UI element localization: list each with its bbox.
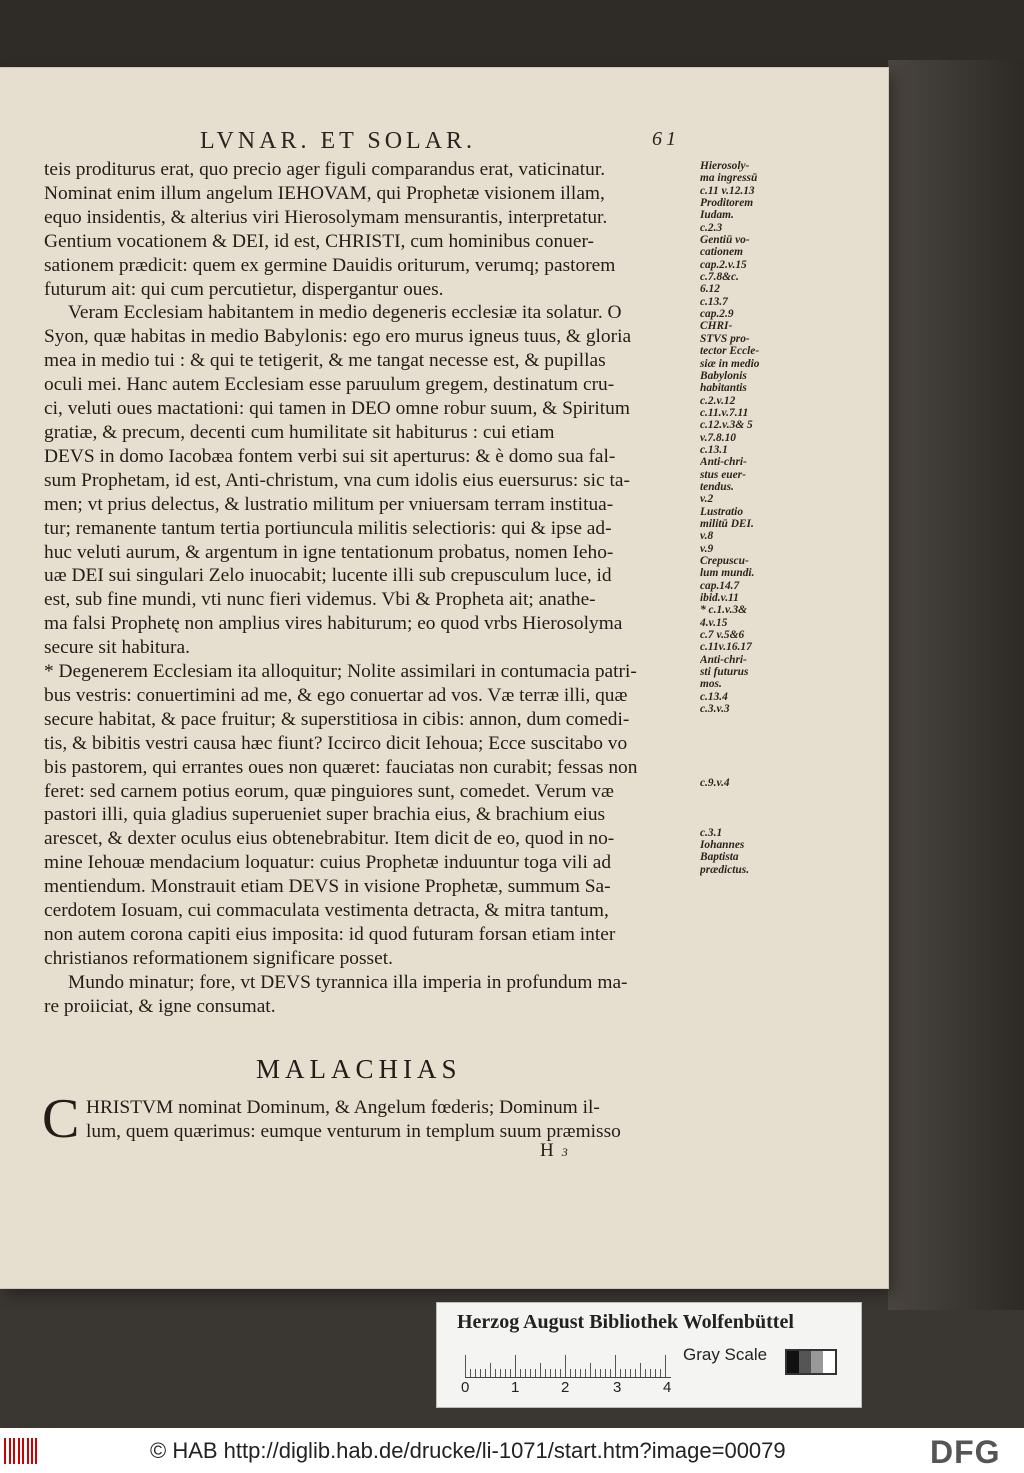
margin-note: cap.2.v.15 <box>700 258 747 271</box>
margin-note: c.11 v.12.13 <box>700 184 755 197</box>
margin-note: habitantis <box>700 382 747 395</box>
signature-number: 3 <box>561 1145 568 1159</box>
ruler-tick <box>535 1369 536 1377</box>
library-color-label <box>436 1302 862 1408</box>
ruler-tick <box>475 1369 476 1377</box>
margin-note: stus euer- <box>700 468 746 481</box>
text-line: Gentium vocationem & DEI, id est, CHRISTI, cum hominibus conuer- <box>44 230 595 252</box>
margin-note: c.13.4 <box>700 690 728 703</box>
margin-note: lum mundi. <box>700 567 755 580</box>
hab-logo-icon <box>4 1438 38 1464</box>
ruler-tick <box>470 1369 471 1377</box>
margin-note: v.8 <box>700 530 714 543</box>
margin-note: * c.1.v.3& <box>700 604 748 617</box>
text-line: feret: sed carnem potius eorum, quæ pinguiores sunt, comedet. Verum væ <box>44 780 614 802</box>
ruler-tick <box>585 1369 586 1377</box>
margin-note: c.7 v.5&6 <box>700 629 745 642</box>
malachias-text <box>42 1088 700 1150</box>
text-line: secure habitat, & pace fruitur; & superstitiosa in cibis: annon, dum comedi- <box>44 708 630 730</box>
copyright-url[interactable]: © HAB http://diglib.hab.de/drucke/li-1071/start.htm?image=00079 <box>150 1438 786 1463</box>
margin-note: tendus. <box>700 480 734 493</box>
text-line: lum, quem quærimus: eumque venturum in templum suum præmisso <box>86 1121 621 1142</box>
ruler-tick <box>560 1369 561 1377</box>
logo-bar <box>27 1438 29 1464</box>
text-line: secure sit habitura. <box>44 637 190 659</box>
ruler-tick <box>545 1369 546 1377</box>
page-edge-shadow <box>888 60 1024 1310</box>
text-line: Mundo minatur; fore, vt DEVS tyrannica illa imperia in profundum ma- <box>68 971 628 993</box>
ruler-tick <box>465 1355 466 1377</box>
logo-bar <box>22 1438 24 1464</box>
margin-note <box>700 728 790 740</box>
logo-bar <box>13 1438 15 1464</box>
text-line: mine Iehouæ mendacium loquatur: cuius Prophetæ induuntur toga vili ad <box>44 852 612 874</box>
margin-note: prædictus. <box>700 863 750 876</box>
margin-note: Anti-chri- <box>700 653 747 666</box>
text-line: arescet, & dexter oculus eius obtenebrabitur. Item dicit de eo, quod in no- <box>44 828 615 850</box>
margin-note: v.9 <box>700 542 714 555</box>
margin-note <box>700 790 790 802</box>
ruler-tick <box>550 1369 551 1377</box>
margin-note: v.2 <box>700 493 714 506</box>
ruler-tick <box>610 1369 611 1377</box>
text-line: DEVS in domo Iacobæa fontem verbi sui sit aperturus: & è domo sua fal- <box>44 445 616 467</box>
margin-note: Baptista <box>700 851 739 864</box>
ruler-tick <box>515 1355 516 1377</box>
text-line: est, sub fine mundi, vti nunc fieri videmus. Vbi & Propheta ait; anathe- <box>44 589 596 611</box>
text-line: mea in medio tui : & qui te tetigerit, & me tangat necesse est, & pupillas <box>44 350 606 372</box>
ruler-tick <box>565 1355 566 1377</box>
text-line: christianos reformationem significare posset. <box>44 947 393 969</box>
margin-note: mos. <box>700 678 722 691</box>
section-heading: MALACHIAS <box>256 1054 462 1084</box>
text-line: Nominat enim illum angelum IEHOVAM, qui Prophetæ visionem illam, <box>44 182 605 204</box>
margin-note: siæ in medio <box>700 357 760 370</box>
margin-note: c.11.v.7.11 <box>700 406 749 419</box>
ruler-tick <box>530 1369 531 1377</box>
margin-note: c.3.1 <box>700 826 723 839</box>
ruler-tick <box>480 1369 481 1377</box>
text-line: ci, veluti oues mactationi: qui tamen in DEO omne robur suum, & Spiritum <box>44 398 630 420</box>
ruler-tick <box>650 1369 651 1377</box>
margin-note: 4.v.15 <box>700 616 728 629</box>
ruler-tick <box>630 1369 631 1377</box>
text-line: bus vestris: conuertimini ad me, & ego conuertar ad vos. Væ terræ illi, quæ <box>44 684 628 706</box>
ruler-tick <box>570 1369 571 1377</box>
text-line: men; vt prius delectus, & lustratio militum per vniuersam terram instituа- <box>44 493 614 515</box>
margin-note <box>700 802 790 814</box>
ruler-number: 4 <box>663 1379 672 1396</box>
margin-note: Iudam. <box>700 209 734 222</box>
margin-note: Babylonis <box>700 369 747 382</box>
margin-note: Iohannes <box>700 838 745 851</box>
ruler-number: 1 <box>511 1379 520 1396</box>
text-line: re proiiciat, & igne consumat. <box>44 995 276 1017</box>
margin-note: 6.12 <box>700 283 720 296</box>
text-line: bis pastorem, qui errantes oues non quæret: fauciatas non curabit; fessas non <box>44 756 638 778</box>
library-name: Herzog August Bibliothek Wolfenbüttel <box>457 1311 794 1333</box>
ruler-tick <box>595 1369 596 1377</box>
ruler-tick <box>490 1363 491 1377</box>
text-line: Syon, quæ habitas in medio Babylonis: ego ero murus igneus tuus, & gloria <box>44 326 632 348</box>
margin-note <box>700 753 790 765</box>
margin-note: c.3.v.3 <box>700 703 730 716</box>
running-head-title: LVNAR. ET SOLAR. <box>200 128 477 154</box>
ruler-tick <box>660 1369 661 1377</box>
text-line: sum Prophetam, id est, Anti-christum, vna cum idolis eius euersurus: sic ta- <box>44 469 630 491</box>
ruler-tick <box>590 1363 591 1377</box>
text-line: sationem prædicit: quem ex germine Dauidis oriturum, verumq; pastorem <box>44 254 616 276</box>
ruler-tick <box>495 1369 496 1377</box>
margin-note: STVS pro- <box>700 332 750 345</box>
text-line: HRISTVM nominat Dominum, & Angelum fœderis; Dominum il- <box>86 1097 600 1118</box>
text-line: cerdotem Iosuam, cui commaculata vestimenta detracta, & mitra tantum, <box>44 900 609 922</box>
gray-scale-label: Gray Scale <box>683 1345 768 1364</box>
text-line: uæ DEI sui singulari Zelo inuocabit; lucente illi sub crepusculum luce, id <box>44 565 612 587</box>
signature-letter: H <box>540 1140 554 1161</box>
margin-note: tector Eccle- <box>700 345 760 358</box>
margin-note: cap.14.7 <box>700 579 740 592</box>
margin-note: cationem <box>700 246 744 259</box>
ruler-tick <box>505 1369 506 1377</box>
margin-note: c.13.7 <box>700 295 728 308</box>
margin-note: c.13.1 <box>700 443 728 456</box>
ruler-tick <box>540 1363 541 1377</box>
ruler-number: 0 <box>461 1379 470 1396</box>
ruler-tick <box>640 1363 641 1377</box>
logo-bar <box>18 1438 20 1464</box>
ruler-tick <box>615 1355 616 1377</box>
margin-note <box>700 740 790 752</box>
logo-bar <box>35 1438 37 1464</box>
logo-bar <box>9 1438 11 1464</box>
margin-note: cap.2.9 <box>700 308 734 321</box>
text-line: tis, & bibitis vestri causa hæc fiunt? Iccirco dicit Iehoua; Ecce suscitabo vo <box>44 732 628 754</box>
logo-bar <box>4 1438 6 1464</box>
ruler-number: 3 <box>613 1379 622 1396</box>
ruler-tick <box>665 1355 666 1377</box>
margin-note: sti futurus <box>700 666 749 679</box>
text-line: mentiendum. Monstrauit etiam DEVS in visione Prophetæ, summum Sa- <box>44 876 611 898</box>
margin-note: Gentiū vo- <box>700 234 750 247</box>
margin-note: c.7.8&c. <box>700 271 739 284</box>
margin-note <box>700 715 790 727</box>
ruler-tick <box>605 1369 606 1377</box>
ruler-tick <box>510 1369 511 1377</box>
marginal-notes <box>700 160 790 876</box>
margin-note: c.11v.16.17 <box>700 641 752 654</box>
margin-note: c.2.v.12 <box>700 394 736 407</box>
drop-capital: C <box>42 1088 80 1150</box>
text-line: tur; remanente tantum tertia portiuncula militis selectioris: qui & ipse ad- <box>44 517 612 539</box>
text-line: * Degenerem Ecclesiam ita alloquitur; Nolite assimilari in contumacia patri- <box>44 661 637 683</box>
ruler-tick <box>600 1369 601 1377</box>
text-line: oculi mei. Hanc autem Ecclesiam esse paruulum gregem, destinatum cru- <box>44 374 615 396</box>
text-line: non autem corona capiti eius imposita: id quod futuram forsan etiam inter <box>44 924 616 945</box>
ruler-tick <box>625 1369 626 1377</box>
dfg-logo: DFG <box>930 1434 1001 1470</box>
ruler-tick <box>520 1369 521 1377</box>
footer-bar <box>0 1428 1024 1473</box>
margin-note: ma ingressū <box>700 172 758 185</box>
text-line: gratiæ, & precum, decenti cum humilitate sit habiturus : cui etiam <box>44 421 555 443</box>
ruler-tick <box>575 1369 576 1377</box>
text-line: huc veluti aurum, & argentum in igne tentationum probatus, nomen Ieho- <box>44 541 614 563</box>
ruler-tick <box>620 1369 621 1377</box>
ruler-tick <box>645 1369 646 1377</box>
text-line: equo insidentis, & alterius viri Hierosolymam mensurantis, interpretatur. <box>44 206 608 228</box>
text-line: Veram Ecclesiam habitantem in medio degeneris ecclesiæ ita solatur. O <box>68 302 622 324</box>
margin-note <box>700 765 790 777</box>
margin-note: c.2.3 <box>700 221 723 234</box>
ruler-tick <box>635 1369 636 1377</box>
ruler-number: 2 <box>561 1379 570 1396</box>
ruler-tick <box>655 1369 656 1377</box>
ruler-tick <box>555 1369 556 1377</box>
margin-note: c.9.v.4 <box>700 777 730 790</box>
measurement-ruler <box>465 1347 671 1378</box>
margin-note: Hierosoly- <box>700 160 750 172</box>
logo-bar <box>31 1438 33 1464</box>
margin-note <box>700 814 790 826</box>
ruler-tick <box>485 1369 486 1377</box>
signature-mark <box>540 1140 568 1162</box>
main-text-block <box>44 158 700 1019</box>
ruler-tick <box>525 1369 526 1377</box>
ruler-tick <box>580 1369 581 1377</box>
margin-note: c.12.v.3& 5 <box>700 419 753 432</box>
text-line: futurum ait: qui cum percutietur, dispergantur oues. <box>44 278 444 300</box>
margin-note: Lustratio <box>700 505 744 518</box>
text-line: ma falsi Prophetę non amplius vires habiturum; eo quod vrbs Hierosolyma <box>44 613 623 635</box>
margin-note: CHRI- <box>700 320 733 333</box>
text-line: teis proditurus erat, quo precio ager figuli comparandus erat, vaticinatur. <box>44 159 606 180</box>
margin-note: militū DEI. <box>700 517 754 530</box>
page-number: 61 <box>652 128 680 150</box>
margin-note: v.7.8.10 <box>700 431 736 444</box>
gray-scale-swatch <box>785 1349 837 1375</box>
margin-note: ibid.v.11 <box>700 592 739 605</box>
text-line: pastori illi, quia gladius superueniet super brachia eius, & brachium eius <box>44 804 606 826</box>
margin-note: Crepuscu- <box>700 555 749 567</box>
ruler-tick <box>500 1369 501 1377</box>
margin-note: Proditorem <box>700 197 754 210</box>
margin-note: Anti-chri- <box>700 456 747 469</box>
